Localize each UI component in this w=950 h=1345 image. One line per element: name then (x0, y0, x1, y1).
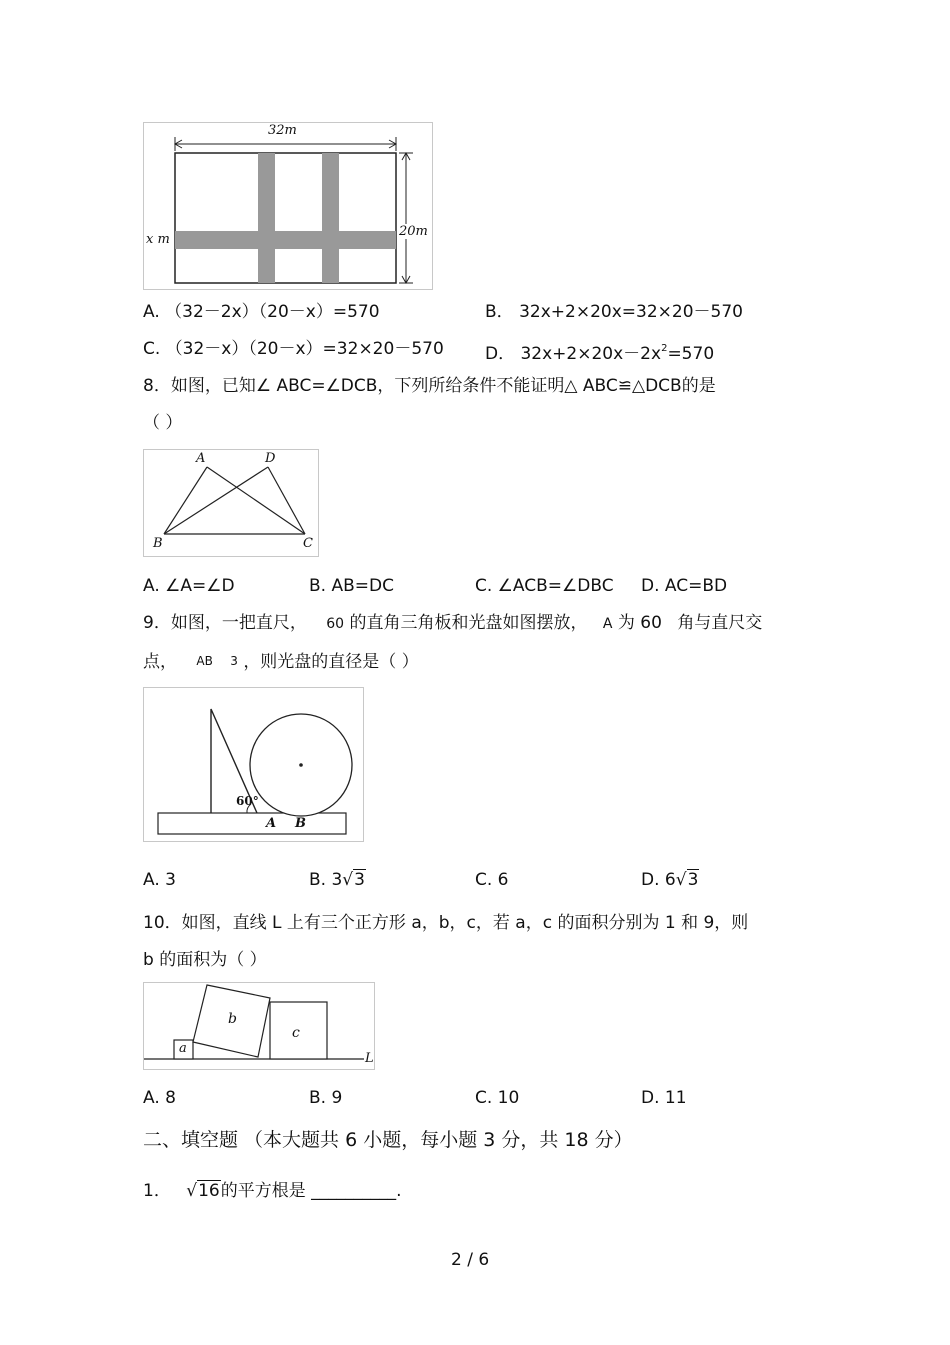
q9-stem-part2: 的直角三角板和光盘如图摆放， (349, 613, 588, 633)
q10-option-a: A. 8 (143, 1088, 176, 1108)
q10-stem-line1: 10．如图，直线 L 上有三个正方形 a，b，c，若 a，c 的面积分别为 1 和 9，则 (143, 913, 749, 933)
q9-option-a: A. 3 (143, 870, 176, 890)
section2-heading: 二、填空题 （本大题共 6 小题，每小题 3 分，共 18 分） (143, 1129, 633, 1151)
q9-option-b (309, 869, 366, 891)
q10-label-c: c (292, 1025, 300, 1041)
sqrt-icon: √3 (675, 870, 699, 890)
q8-option-a: A. ∠A=∠D (143, 576, 235, 596)
q9-stem-part6: ，则光盘的直径是（ ） (243, 652, 419, 672)
q7-option-b: B． 32x+2×20x=32×20－570 (485, 302, 743, 322)
q8-option-d: D. AC=BD (641, 576, 728, 596)
q7-option-d-end: =570 (667, 344, 715, 364)
q9-option-d-main: D. 6 (641, 870, 676, 890)
page-number: 2 / 6 (451, 1250, 490, 1270)
q8-label-d: D (265, 451, 276, 466)
q7-option-d-main: D． 32x+2×20x－2x (485, 344, 662, 364)
q9-label-b: B (295, 816, 306, 831)
fill1-text: 的平方根是 __________. (220, 1181, 402, 1201)
q7-label-top: 32m (268, 123, 297, 138)
q10-label-l: L (365, 1051, 374, 1066)
q10-option-c: C. 10 (475, 1088, 520, 1108)
q7-option-a: A. （32－2x）（20－x）=570 (143, 302, 380, 322)
q9-stem-part4: 角与直尺交 (677, 613, 763, 633)
q9-stem-line2 (143, 650, 419, 673)
q10-stem-line2: b 的面积为（ ） (143, 950, 267, 970)
fill1-question (143, 1180, 402, 1202)
q7-label-left: x m (146, 232, 170, 247)
q9-option-d (641, 869, 699, 891)
q7-option-d-sup: 2 (661, 343, 668, 354)
q9-option-b-main: B. 3 (309, 870, 343, 890)
q9-stem-ab-value: 3 (230, 654, 238, 668)
q8-stem-line2: （ ） (143, 413, 183, 433)
q10-option-d: D. 11 (641, 1088, 687, 1108)
sqrt-icon: √16 (186, 1181, 220, 1201)
sqrt-icon: √3 (342, 870, 365, 890)
q10-label-a: a (179, 1041, 187, 1056)
q10-label-b: b (228, 1011, 237, 1027)
q9-stem-angle: 60 (326, 616, 345, 632)
q9-stem-part3: 为 60 (617, 613, 662, 633)
q9-option-b-radicand: 3 (354, 870, 365, 890)
q9-stem-point-a: A (602, 616, 613, 632)
q8-label-a: A (196, 451, 206, 466)
q7-label-right: 20m (399, 224, 428, 239)
q9-option-c: C. 6 (475, 870, 509, 890)
q8-stem-line1: 8．如图，已知∠ ABC=∠DCB，下列所给条件不能证明△ ABC≌△DCB的是 (143, 376, 716, 396)
fill1-number: 1． (143, 1181, 171, 1201)
q8-option-c: C. ∠ACB=∠DBC (475, 576, 614, 596)
q8-label-c: C (303, 536, 313, 551)
q9-stem-line1 (143, 612, 762, 635)
q9-option-d-radicand: 3 (687, 870, 699, 890)
q9-label-a: A (266, 816, 277, 831)
fill1-radicand: 16 (198, 1181, 220, 1201)
q7-figure (143, 122, 433, 290)
q8-label-b: B (153, 536, 163, 551)
q9-figure (143, 687, 364, 842)
q8-option-b: B. AB=DC (309, 576, 394, 596)
q9-stem-ab: AB (196, 654, 213, 668)
q9-angle-label: 60° (236, 794, 259, 808)
q10-option-b: B. 9 (309, 1088, 343, 1108)
q9-stem-part1: 9．如图，一把直尺， (143, 613, 307, 633)
q9-stem-part5: 点， (143, 652, 177, 672)
q10-figure (143, 982, 375, 1070)
q8-figure (143, 449, 319, 557)
q7-option-d (485, 338, 714, 365)
q7-option-c: C. （32－x）（20－x）=32×20－570 (143, 339, 444, 359)
